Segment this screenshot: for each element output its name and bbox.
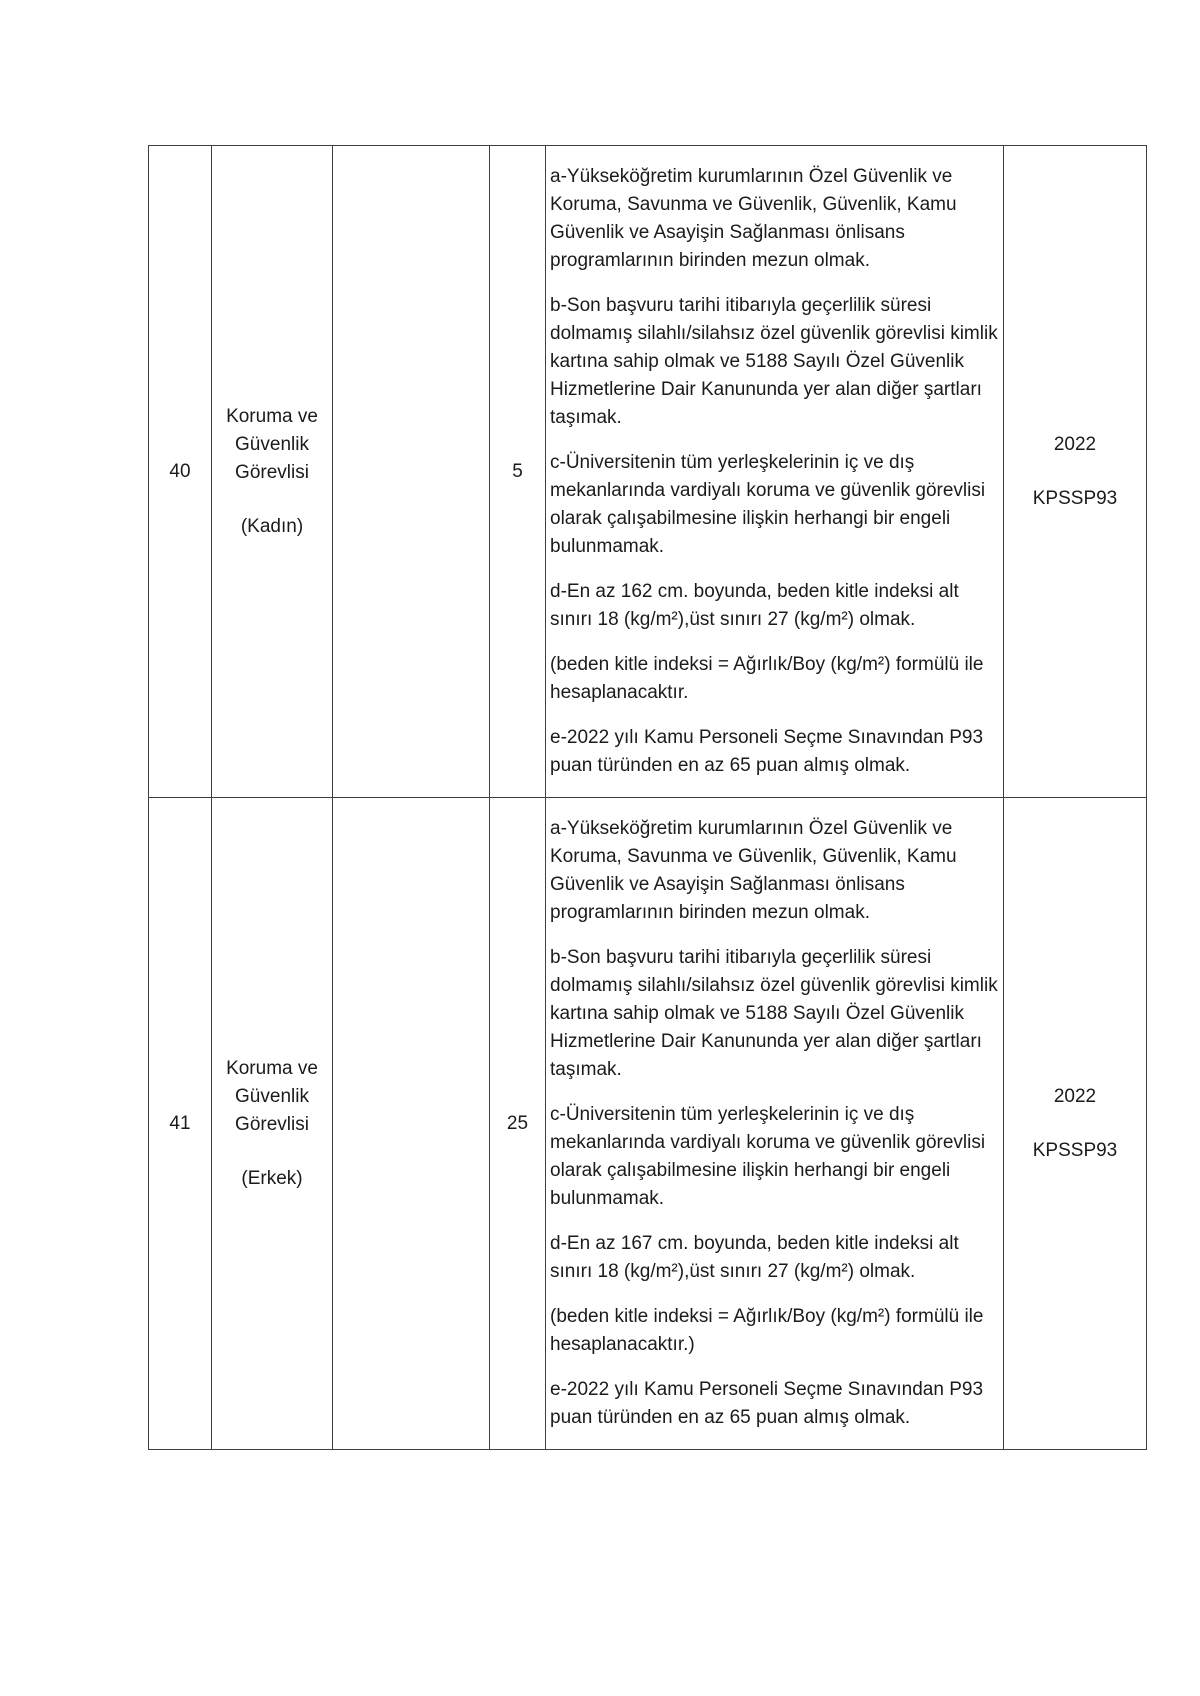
unit-cell: [333, 146, 490, 798]
position-title: Koruma ve Güvenlik Görevlisi: [226, 405, 318, 483]
position-title-cell: [212, 146, 333, 798]
position-gender: (Erkek): [241, 1167, 303, 1189]
requirement-paragraph: e-2022 yılı Kamu Personeli Seçme Sınavından P93 puan türünden en az 65 puan almış olmak.: [550, 1379, 984, 1428]
exam-code: KPSSP93: [1032, 1139, 1118, 1161]
requirement-paragraph: e-2022 yılı Kamu Personeli Seçme Sınavından P93 puan türünden en az 65 puan almış olmak.: [550, 727, 984, 776]
requirement-paragraph: d-En az 162 cm. boyunda, beden kitle indeksi alt sınırı 18 (kg/m²),üst sınırı 27 (kg/m²) olmak.: [550, 581, 959, 630]
requirement-paragraph: d-En az 167 cm. boyunda, beden kitle indeksi alt sınırı 18 (kg/m²),üst sınırı 27 (kg/m²) olmak.: [550, 1233, 959, 1282]
requirement-paragraph: b-Son başvuru tarihi itibarıyla geçerlilik süresi dolmamış silahlı/silahsız özel güvenlik görevlisi kimlik kartına sahip olmak ve 5188 Sayılı Özel Güvenlik Hizmetlerine Dair Kanununda yer alan diğer şartları taşımak.: [550, 295, 998, 428]
requirement-paragraph: (beden kitle indeksi = Ağırlık/Boy (kg/m²) formülü ile hesaplanacaktır.: [550, 654, 984, 703]
requirements-cell: [546, 146, 1004, 798]
exam-year: 2022: [1053, 433, 1097, 455]
exam-cell: [1004, 798, 1147, 1450]
job-postings-table: [148, 145, 1147, 1450]
requirement-paragraph: a-Yükseköğretim kurumlarının Özel Güvenlik ve Koruma, Savunma ve Güvenlik, Güvenlik, Kamu Güvenlik ve Asayişin Sağlanması önlisans programlarının birinden mezun olmak.: [550, 818, 957, 923]
requirement-paragraph: c-Üniversitenin tüm yerleşkelerinin iç ve dış mekanlarında vardiyalı koruma ve güvenlik görevlisi olarak çalışabilmesine ilişkin herhangi bir engeli bulunmamak.: [550, 1104, 986, 1209]
row-number: 40: [169, 460, 191, 482]
row-number: 41: [169, 1112, 191, 1134]
requirements-cell: [546, 798, 1004, 1450]
requirement-paragraph: b-Son başvuru tarihi itibarıyla geçerlilik süresi dolmamış silahlı/silahsız özel güvenlik görevlisi kimlik kartına sahip olmak ve 5188 Sayılı Özel Güvenlik Hizmetlerine Dair Kanununda yer alan diğer şartları taşımak.: [550, 947, 998, 1080]
row-number-cell: [149, 798, 212, 1450]
exam-cell: [1004, 146, 1147, 798]
quota-cell: [490, 146, 546, 798]
exam-year: 2022: [1053, 1085, 1097, 1107]
position-gender: (Kadın): [240, 515, 304, 537]
row-number-cell: [149, 146, 212, 798]
requirement-paragraph: c-Üniversitenin tüm yerleşkelerinin iç ve dış mekanlarında vardiyalı koruma ve güvenlik görevlisi olarak çalışabilmesine ilişkin herhangi bir engeli bulunmamak.: [550, 452, 986, 557]
quota-value: 5: [512, 460, 523, 482]
position-title: Koruma ve Güvenlik Görevlisi: [226, 1057, 318, 1135]
position-title-cell: [212, 798, 333, 1450]
quota-cell: [490, 798, 546, 1450]
requirement-paragraph: a-Yükseköğretim kurumlarının Özel Güvenlik ve Koruma, Savunma ve Güvenlik, Güvenlik, Kamu Güvenlik ve Asayişin Sağlanması önlisans programlarının birinden mezun olmak.: [550, 166, 957, 271]
table-row-41: [149, 798, 1147, 1450]
unit-cell: [333, 798, 490, 1450]
table-row-40: [149, 146, 1147, 798]
exam-code: KPSSP93: [1032, 487, 1118, 509]
requirement-paragraph: (beden kitle indeksi = Ağırlık/Boy (kg/m²) formülü ile hesaplanacaktır.): [550, 1306, 984, 1355]
quota-value: 25: [506, 1112, 529, 1134]
